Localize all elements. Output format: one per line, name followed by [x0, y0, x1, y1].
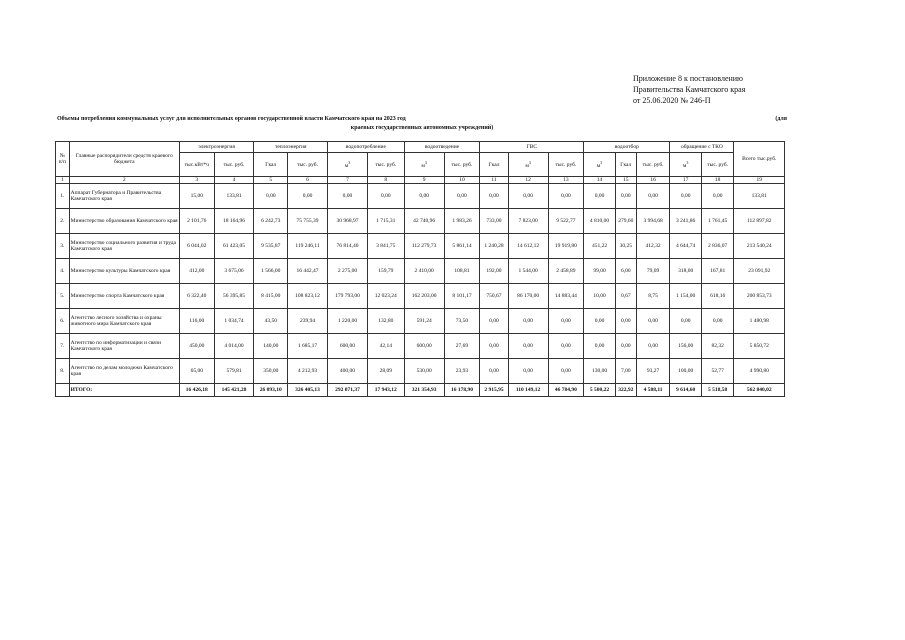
value-cell: 9 535,87 [254, 234, 288, 259]
value-cell: 9 522,77 [548, 209, 584, 234]
value-cell: 130,00 [584, 359, 616, 384]
value-cell: 2 410,00 [404, 259, 444, 284]
value-cell: 56 395,85 [214, 284, 254, 309]
value-cell: 27,69 [444, 334, 480, 359]
unit-cell: тыс. руб. [367, 153, 404, 177]
appendix-line-3: от 25.06.2020 № 246-П [633, 96, 711, 105]
value-cell: 0,00 [636, 334, 670, 359]
value-cell: 1 715,31 [367, 209, 404, 234]
value-cell: 0,00 [584, 334, 616, 359]
value-cell: 600,00 [328, 334, 368, 359]
unit-cell-m3 [670, 153, 702, 177]
value-cell: 8,75 [636, 284, 670, 309]
title-line-2: краевых государственных автономных учреждений) [350, 125, 494, 131]
value-cell: 0,00 [288, 184, 328, 209]
value-cell: 5 861,14 [444, 234, 480, 259]
value-cell: 4 014,00 [214, 334, 254, 359]
value-cell: 192,00 [480, 259, 508, 284]
value-cell: 23,93 [444, 359, 480, 384]
value-cell: 30 968,97 [328, 209, 368, 234]
total-label: ИТОГО: [69, 384, 179, 397]
value-cell: 8 101,17 [444, 284, 480, 309]
header-num: № п/п [56, 142, 70, 177]
total-value: 110 149,12 [508, 384, 548, 397]
document-title [57, 115, 787, 133]
value-cell: 1 544,00 [508, 259, 548, 284]
unit-cell: Гкал [254, 153, 288, 177]
value-cell: 159,79 [367, 259, 404, 284]
value-cell: 0,00 [480, 184, 508, 209]
header-row-groups [56, 142, 785, 153]
column-number: 2 [69, 177, 179, 184]
value-cell: 7,00 [615, 359, 636, 384]
unit-cell-m3 [584, 153, 616, 177]
unit-label: м [596, 162, 601, 169]
unit-cell: Гкал [480, 153, 508, 177]
value-cell: 14 612,12 [508, 234, 548, 259]
value-cell: 30,25 [615, 234, 636, 259]
unit-cell: тыс. руб. [701, 153, 734, 177]
value-cell: 52,77 [701, 359, 734, 384]
value-cell: 3 841,75 [367, 234, 404, 259]
column-number: 11 [480, 177, 508, 184]
value-cell: 0,00 [670, 309, 702, 334]
value-cell: 4 810,00 [584, 209, 616, 234]
value-cell: 43,50 [254, 309, 288, 334]
row-number: 2. [56, 209, 70, 234]
value-cell: 2 836,07 [701, 234, 734, 259]
value-cell: 61 423,05 [214, 234, 254, 259]
value-cell: 0,00 [636, 184, 670, 209]
row-number: 5. [56, 284, 70, 309]
column-number: 14 [584, 177, 616, 184]
unit-sup: 3 [686, 160, 689, 166]
value-cell: 591,24 [404, 309, 444, 334]
unit-cell-m3 [508, 153, 548, 177]
unit-cell: тыс. руб. [214, 153, 254, 177]
appendix-block [633, 73, 745, 106]
value-cell: 318,00 [670, 259, 702, 284]
title-tail: (для [775, 116, 787, 122]
row-organization: Агентство лесного хозяйства и охраны животного мира Камчатского края [69, 309, 179, 334]
value-cell: 0,00 [584, 184, 616, 209]
row-number: 3. [56, 234, 70, 259]
unit-label: м [525, 162, 529, 169]
unit-cell-m3 [328, 153, 368, 177]
value-cell: 0,00 [480, 334, 508, 359]
table-row [56, 309, 785, 334]
row-number: 7. [56, 334, 70, 359]
value-cell: 1 983,26 [444, 209, 480, 234]
value-cell: 0,00 [548, 359, 584, 384]
unit-label: м [344, 162, 349, 169]
total-value: 9 614,60 [670, 384, 702, 397]
value-cell: 0,00 [615, 334, 636, 359]
column-number: 17 [670, 177, 702, 184]
value-cell: 7 823,00 [508, 209, 548, 234]
total-value: 16 426,18 [179, 384, 214, 397]
value-cell: 42 740,96 [404, 209, 444, 234]
unit-cell: Гкал [615, 153, 636, 177]
table-row [56, 234, 785, 259]
total-value: 46 784,90 [548, 384, 584, 397]
value-cell: 579,81 [214, 359, 254, 384]
appendix-line-1: Приложение 8 к постановлению [633, 74, 744, 83]
value-cell: 0,00 [480, 359, 508, 384]
total-value: 321 354,93 [404, 384, 444, 397]
column-number: 13 [548, 177, 584, 184]
total-value: 322,92 [615, 384, 636, 397]
table-row [56, 209, 785, 234]
unit-label: м [421, 162, 425, 169]
value-cell: 86 170,00 [508, 284, 548, 309]
value-cell: 99,00 [584, 259, 616, 284]
value-cell: 82,32 [701, 334, 734, 359]
value-cell: 3 994,68 [636, 209, 670, 234]
value-cell: 4 644,74 [670, 234, 702, 259]
header-group: ГВС [480, 142, 584, 153]
value-cell: 1 685,17 [288, 334, 328, 359]
header-group: обращение с ТКО [670, 142, 734, 153]
value-cell: 750,67 [480, 284, 508, 309]
value-cell: 156,00 [670, 334, 702, 359]
value-cell: 108,81 [444, 259, 480, 284]
value-cell: 4 212,93 [288, 359, 328, 384]
value-cell: 0,67 [615, 284, 636, 309]
unit-sup: 3 [424, 160, 427, 166]
table-row [56, 334, 785, 359]
header-group: водопотребление [328, 142, 405, 153]
table-row [56, 359, 785, 384]
value-cell: 4 990,80 [734, 359, 785, 384]
value-cell: 65,00 [179, 359, 214, 384]
row-number: 1. [56, 184, 70, 209]
value-cell: 2 275,00 [328, 259, 368, 284]
unit-sup: 3 [348, 160, 351, 166]
value-cell: 733,00 [480, 209, 508, 234]
value-cell: 0,00 [615, 184, 636, 209]
header-group: теплоэнергия [254, 142, 328, 153]
column-number: 4 [214, 177, 254, 184]
row-organization: Агентство по информатизации и связи Камчатского края [69, 334, 179, 359]
value-cell: 10,00 [584, 284, 616, 309]
value-cell: 100,00 [670, 359, 702, 384]
row-organization: Министерство культуры Камчатского края [69, 259, 179, 284]
value-cell: 0,00 [367, 184, 404, 209]
value-cell: 412,00 [179, 259, 214, 284]
value-cell: 0,00 [548, 309, 584, 334]
unit-cell: тыс. руб. [548, 153, 584, 177]
value-cell: 2 458,89 [548, 259, 584, 284]
value-cell: 16 442,47 [288, 259, 328, 284]
value-cell: 5 850,72 [734, 334, 785, 359]
value-cell: 451,22 [584, 234, 616, 259]
total-value: 2 915,95 [480, 384, 508, 397]
total-value: 5 500,22 [584, 384, 616, 397]
value-cell: 1 034,74 [214, 309, 254, 334]
value-cell: 116,00 [179, 309, 214, 334]
unit-cell-m3 [404, 153, 444, 177]
title-line-1: Объемы потребления коммунальных услуг для исполнительных органов государственной власти Камчатского края на 2023 год [57, 116, 406, 122]
total-value: 17 943,12 [367, 384, 404, 397]
value-cell: 1 220,00 [328, 309, 368, 334]
column-number: 8 [367, 177, 404, 184]
value-cell: 0,00 [636, 309, 670, 334]
header-group: электроэнергия [179, 142, 254, 153]
value-cell: 2 101,76 [179, 209, 214, 234]
value-cell: 0,00 [444, 184, 480, 209]
value-cell: 1 480,98 [734, 309, 785, 334]
value-cell: 1 240,28 [480, 234, 508, 259]
column-number: 19 [734, 177, 785, 184]
value-cell: 6 322,40 [179, 284, 214, 309]
value-cell: 0,00 [254, 184, 288, 209]
column-number: 1 [56, 177, 70, 184]
appendix-line-2: Правительства Камчатского края [633, 85, 746, 94]
column-number: 9 [404, 177, 444, 184]
header-group: водоотбор [584, 142, 670, 153]
value-cell: 0,00 [701, 309, 734, 334]
row-organization: Агентство по делам молодежи Камчатского края [69, 359, 179, 384]
value-cell: 167,81 [701, 259, 734, 284]
value-cell: 0,00 [508, 184, 548, 209]
value-cell: 112 897,82 [734, 209, 785, 234]
header-group: водоотведение [404, 142, 480, 153]
value-cell: 93,27 [636, 359, 670, 384]
value-cell: 0,00 [701, 184, 734, 209]
header-total: Всего тыс.руб. [734, 142, 785, 177]
unit-cell: тыс. руб. [288, 153, 328, 177]
value-cell: 0,00 [508, 334, 548, 359]
value-cell: 600,00 [404, 334, 444, 359]
row-organization: Министерство спорта Камчатского края [69, 284, 179, 309]
total-value: 562 840,02 [734, 384, 785, 397]
total-blank [56, 384, 70, 397]
value-cell: 0,00 [615, 309, 636, 334]
value-cell: 0,00 [670, 184, 702, 209]
total-value: 292 071,37 [328, 384, 368, 397]
column-number-row [56, 177, 785, 184]
row-organization: Министерство образования Камчатского края [69, 209, 179, 234]
total-value: 4 588,11 [636, 384, 670, 397]
row-organization: Аппарат Губернатора и Правительства Камчатского края [69, 184, 179, 209]
header-org: Главные распорядители средств краевого бюджета [69, 142, 179, 177]
value-cell: 119 246,11 [288, 234, 328, 259]
value-cell: 19 919,80 [548, 234, 584, 259]
value-cell: 73,50 [444, 309, 480, 334]
table-row [56, 184, 785, 209]
unit-cell: тыс. руб. [444, 153, 480, 177]
unit-sup: 3 [600, 160, 603, 166]
value-cell: 0,00 [480, 309, 508, 334]
row-number: 8. [56, 359, 70, 384]
unit-sup: 3 [528, 160, 531, 166]
value-cell: 412,32 [636, 234, 670, 259]
value-cell: 0,00 [548, 334, 584, 359]
value-cell: 79,09 [636, 259, 670, 284]
value-cell: 23 091,92 [734, 259, 785, 284]
value-cell: 200 853,73 [734, 284, 785, 309]
column-number: 3 [179, 177, 214, 184]
unit-label: м [682, 162, 687, 169]
value-cell: 3 241,86 [670, 209, 702, 234]
value-cell: 1 761,45 [701, 209, 734, 234]
value-cell: 133,81 [734, 184, 785, 209]
total-value: 5 518,58 [701, 384, 734, 397]
value-cell: 1 154,00 [670, 284, 702, 309]
total-value: 145 421,28 [214, 384, 254, 397]
unit-cell: тыс.кВт*ч [179, 153, 214, 177]
row-number: 6. [56, 309, 70, 334]
value-cell: 162 203,00 [404, 284, 444, 309]
value-cell: 0,00 [508, 309, 548, 334]
consumption-table [55, 141, 785, 397]
row-organization: Министерство социального развития и труда Камчатского края [69, 234, 179, 259]
column-number: 16 [636, 177, 670, 184]
value-cell: 76 814,40 [328, 234, 368, 259]
value-cell: 12 023,24 [367, 284, 404, 309]
column-number: 6 [288, 177, 328, 184]
value-cell: 350,00 [254, 359, 288, 384]
value-cell: 618,16 [701, 284, 734, 309]
value-cell: 530,00 [404, 359, 444, 384]
value-cell: 6,00 [615, 259, 636, 284]
value-cell: 239,94 [288, 309, 328, 334]
column-number: 12 [508, 177, 548, 184]
value-cell: 108 823,12 [288, 284, 328, 309]
value-cell: 279,60 [615, 209, 636, 234]
value-cell: 133,81 [214, 184, 254, 209]
value-cell: 112 279,73 [404, 234, 444, 259]
column-number: 18 [701, 177, 734, 184]
value-cell: 0,00 [548, 184, 584, 209]
total-value: 326 405,13 [288, 384, 328, 397]
value-cell: 15,00 [179, 184, 214, 209]
column-number: 5 [254, 177, 288, 184]
value-cell: 14 883,44 [548, 284, 584, 309]
value-cell: 42,14 [367, 334, 404, 359]
table-body [56, 184, 785, 397]
column-number: 10 [444, 177, 480, 184]
value-cell: 0,00 [328, 184, 368, 209]
value-cell: 140,00 [254, 334, 288, 359]
value-cell: 213 540,24 [734, 234, 785, 259]
value-cell: 0,00 [584, 309, 616, 334]
total-value: 16 178,90 [444, 384, 480, 397]
value-cell: 28,09 [367, 359, 404, 384]
table-row [56, 284, 785, 309]
row-number: 4. [56, 259, 70, 284]
value-cell: 0,00 [404, 184, 444, 209]
value-cell: 132,80 [367, 309, 404, 334]
value-cell: 0,00 [508, 359, 548, 384]
value-cell: 400,00 [328, 359, 368, 384]
value-cell: 8 415,00 [254, 284, 288, 309]
unit-cell: тыс. руб. [636, 153, 670, 177]
value-cell: 179 793,00 [328, 284, 368, 309]
column-number: 15 [615, 177, 636, 184]
value-cell: 6 242,73 [254, 209, 288, 234]
table-row [56, 259, 785, 284]
value-cell: 6 044,02 [179, 234, 214, 259]
total-value: 26 093,10 [254, 384, 288, 397]
value-cell: 75 755,39 [288, 209, 328, 234]
total-row [56, 384, 785, 397]
value-cell: 1 566,00 [254, 259, 288, 284]
value-cell: 3 675,06 [214, 259, 254, 284]
column-number: 7 [328, 177, 368, 184]
value-cell: 18 164,96 [214, 209, 254, 234]
value-cell: 450,00 [179, 334, 214, 359]
